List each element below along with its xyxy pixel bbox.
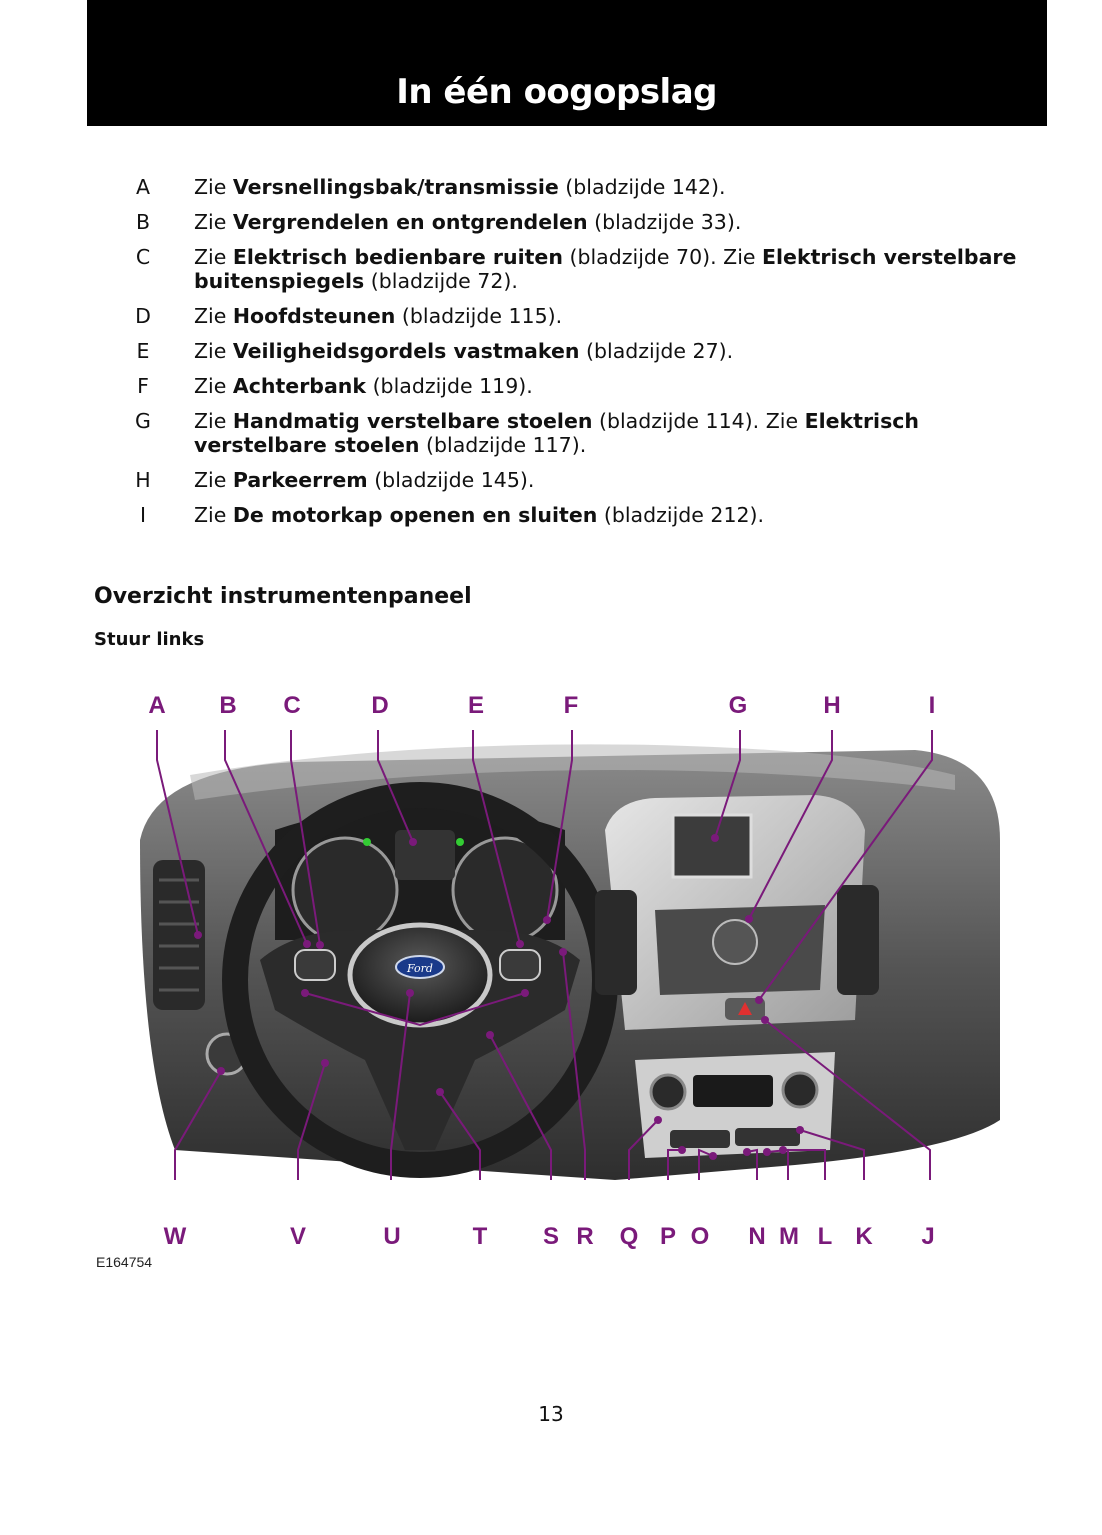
callout-label-a: A	[148, 692, 166, 719]
right-centre-vent	[837, 885, 879, 995]
reference-text-segment: (bladzijde 33).	[587, 210, 742, 234]
callout-label-i: I	[928, 692, 936, 719]
left-wheel-controls	[295, 950, 335, 980]
callout-label-o: O	[690, 1223, 710, 1250]
reference-item	[0, 210, 1102, 234]
reference-text-segment: Zie	[194, 175, 233, 199]
callout-label-v: V	[289, 1223, 307, 1250]
callout-label-w: W	[163, 1223, 187, 1250]
reference-text-segment: Zie	[194, 210, 233, 234]
reference-list	[0, 175, 1102, 538]
climate-buttons-right	[735, 1128, 800, 1146]
reference-text-segment: (bladzijde 114). Zie	[592, 409, 805, 433]
reference-text	[194, 175, 1044, 199]
left-centre-vent	[595, 890, 637, 995]
reference-topic: Achterbank	[232, 374, 367, 398]
reference-letter: I	[139, 503, 147, 527]
page-header	[87, 0, 1047, 126]
reference-topic: Elektrisch bedienbare ruiten	[232, 245, 563, 269]
reference-letter: F	[137, 374, 149, 398]
reference-text-segment: Zie	[194, 304, 233, 328]
left-temperature-knob	[651, 1075, 685, 1109]
left-indicator-light	[363, 838, 371, 846]
reference-letter: H	[135, 468, 151, 492]
reference-text	[194, 210, 1044, 234]
reference-item	[0, 339, 1102, 363]
reference-item	[0, 409, 1102, 457]
callout-label-c: C	[283, 692, 301, 719]
reference-item	[0, 245, 1102, 293]
reference-text-segment: Zie	[194, 409, 233, 433]
reference-text-segment: Zie	[194, 339, 233, 363]
reference-letter: B	[135, 210, 151, 234]
section-heading: Overzicht instrumentenpaneel	[94, 584, 472, 609]
reference-letter: E	[136, 339, 150, 363]
cluster-display	[395, 830, 455, 880]
reference-text-segment: (bladzijde 119).	[366, 374, 533, 398]
callout-label-e: E	[467, 692, 485, 719]
callout-label-p: P	[659, 1223, 677, 1250]
callout-label-b: B	[219, 692, 237, 719]
page-title: In één oogopslag	[396, 72, 717, 112]
reference-item	[0, 175, 1102, 199]
callout-label-g: G	[728, 692, 748, 719]
reference-text-segment: Zie	[194, 245, 233, 269]
right-wheel-controls	[500, 950, 540, 980]
reference-topic: Parkeerrem	[232, 468, 368, 492]
reference-text-segment: (bladzijde 145).	[367, 468, 535, 492]
reference-topic: Versnellingsbak/transmissie	[232, 175, 559, 199]
audio-navigation-button	[713, 920, 757, 964]
callout-label-r: R	[576, 1223, 594, 1250]
figure-id: E164754	[96, 1254, 153, 1270]
reference-text	[194, 503, 1044, 527]
reference-text-segment: Zie	[194, 374, 233, 398]
callout-label-j: J	[921, 1223, 935, 1250]
callout-label-l: L	[817, 1223, 833, 1250]
section-subheading: Stuur links	[94, 629, 205, 650]
top-callout-labels	[148, 692, 935, 719]
callout-label-s: S	[542, 1223, 560, 1250]
reference-item	[0, 304, 1102, 328]
reference-topic: De motorkap openen en sluiten	[232, 503, 598, 527]
page-number: 13	[538, 1402, 564, 1426]
reference-topic: Hoofdsteunen	[232, 304, 396, 328]
callout-label-t: T	[472, 1223, 488, 1250]
reference-text	[194, 468, 1044, 492]
right-indicator-light	[456, 838, 464, 846]
callout-label-f: F	[563, 692, 579, 719]
reference-text	[194, 245, 1044, 293]
callout-label-n: N	[748, 1223, 766, 1250]
reference-letter: A	[135, 175, 151, 199]
reference-topic: Elektrisch verstelbare buitenspiegels	[194, 245, 1017, 293]
bottom-callout-labels	[164, 1223, 935, 1250]
reference-text	[194, 374, 1044, 398]
reference-item	[0, 468, 1102, 492]
information-display-screen	[673, 815, 751, 877]
reference-topic: Handmatig verstelbare stoelen	[232, 409, 593, 433]
reference-text-segment: (bladzijde 142).	[558, 175, 726, 199]
reference-item	[0, 503, 1102, 527]
right-temperature-knob	[783, 1073, 817, 1107]
climate-buttons-left	[670, 1130, 730, 1148]
callout-label-q: Q	[619, 1223, 639, 1250]
reference-text-segment: (bladzijde 115).	[395, 304, 563, 328]
reference-topic: Vergrendelen en ontgrendelen	[232, 210, 588, 234]
reference-text-segment: Zie	[194, 503, 233, 527]
reference-text	[194, 339, 1044, 363]
callout-label-m: M	[779, 1223, 799, 1250]
instrument-panel-diagram	[95, 680, 1055, 1280]
tachometer-dial	[293, 838, 397, 942]
reference-item	[0, 374, 1102, 398]
callout-label-k: K	[855, 1223, 873, 1250]
reference-text	[194, 304, 1044, 328]
reference-text-segment: (bladzijde 70). Zie	[562, 245, 763, 269]
reference-text	[194, 409, 1044, 457]
reference-letter: G	[135, 409, 151, 433]
reference-letter: D	[135, 304, 151, 328]
reference-topic: Veiligheidsgordels vastmaken	[232, 339, 580, 363]
callout-label-d: D	[371, 692, 389, 719]
callout-label-u: U	[383, 1223, 401, 1250]
ford-logo-text: Ford	[407, 962, 433, 975]
callout-label-h: H	[823, 692, 841, 719]
reference-text-segment: (bladzijde 212).	[597, 503, 765, 527]
climate-display	[693, 1075, 773, 1107]
reference-text-segment: Zie	[194, 468, 233, 492]
reference-text-segment: (bladzijde 72).	[364, 269, 518, 293]
reference-text-segment: (bladzijde 117).	[419, 433, 587, 457]
reference-text-segment: (bladzijde 27).	[579, 339, 734, 363]
reference-letter: C	[135, 245, 151, 269]
reference-topic: Elektrisch verstelbare stoelen	[194, 409, 920, 457]
